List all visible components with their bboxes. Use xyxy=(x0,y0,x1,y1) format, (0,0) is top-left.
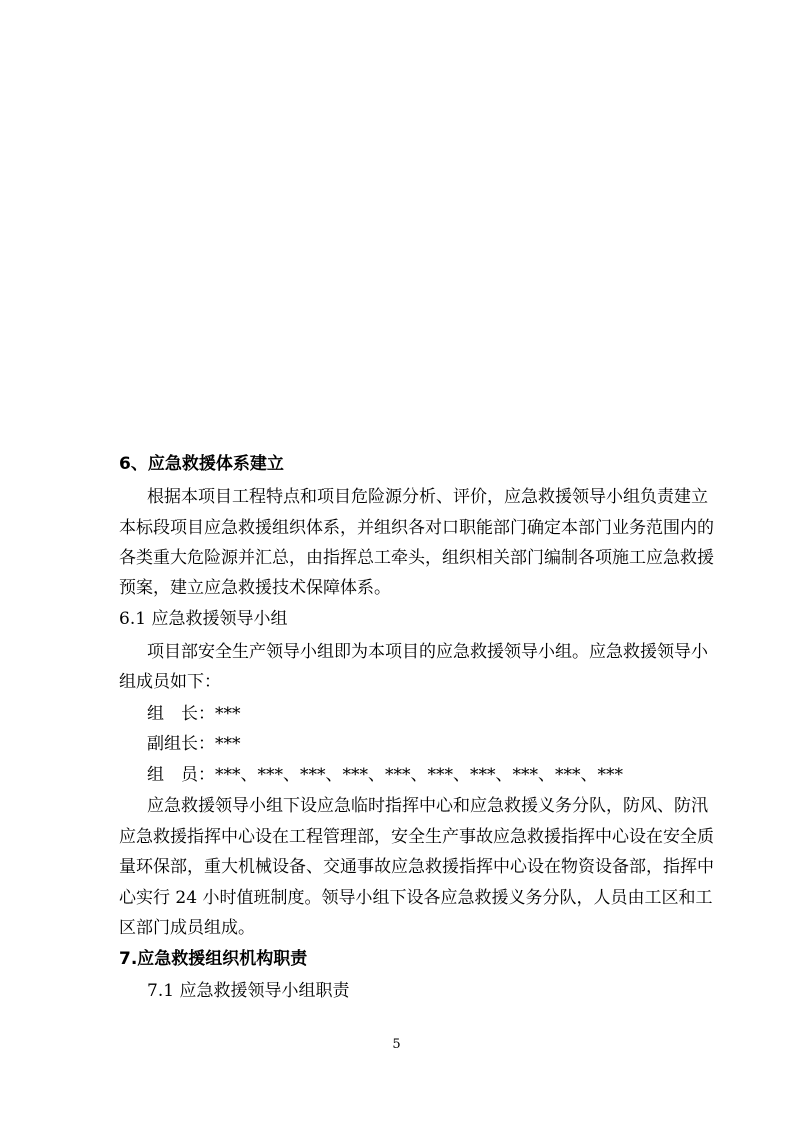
group-leader: 组 长：*** xyxy=(147,704,241,724)
paragraph-line: 应急救援指挥中心设在工程管理部，安全生产事故应急救援指挥中心设在安全质 xyxy=(119,827,714,847)
page-number: 5 xyxy=(392,1037,401,1052)
paragraph-line: 本标段项目应急救援组织体系，并组织各对口职能部门确定本部门业务范围内的 xyxy=(119,518,714,538)
paragraph-line: 组成员如下： xyxy=(119,672,221,692)
paragraph-line: 心实行 24 小时值班制度。领导小组下设各应急救援义务分队，人员由工区和工 xyxy=(119,888,713,908)
paragraph-line: 根据本项目工程特点和项目危险源分析、评价，应急救援领导小组负责建立 xyxy=(147,487,708,507)
section-6-heading: 6、应急救援体系建立 xyxy=(119,454,284,474)
deputy-leader: 副组长：*** xyxy=(147,734,241,754)
section-7-heading: 7.应急救援组织机构职责 xyxy=(119,949,308,969)
section-7-1-heading: 7.1 应急救援领导小组职责 xyxy=(147,981,350,1001)
section-6-1-heading: 6.1 应急救援领导小组 xyxy=(119,609,288,629)
paragraph-line: 量环保部，重大机械设备、交通事故应急救援指挥中心设在物资设备部，指挥中 xyxy=(119,857,714,877)
paragraph-line: 区部门成员组成。 xyxy=(119,918,255,938)
paragraph-line: 应急救援领导小组下设应急临时指挥中心和应急救援义务分队，防风、防汛 xyxy=(147,796,708,816)
paragraph-line: 各类重大危险源并汇总，由指挥总工牵头，组织相关部门编制各项施工应急救援 xyxy=(119,548,714,568)
group-members: 组 员：***、***、***、***、***、***、***、***、***、*** xyxy=(147,765,623,785)
paragraph-line: 预案，建立应急救援技术保障体系。 xyxy=(119,578,391,598)
paragraph-line: 项目部安全生产领导小组即为本项目的应急救援领导小组。应急救援领导小 xyxy=(147,642,708,662)
